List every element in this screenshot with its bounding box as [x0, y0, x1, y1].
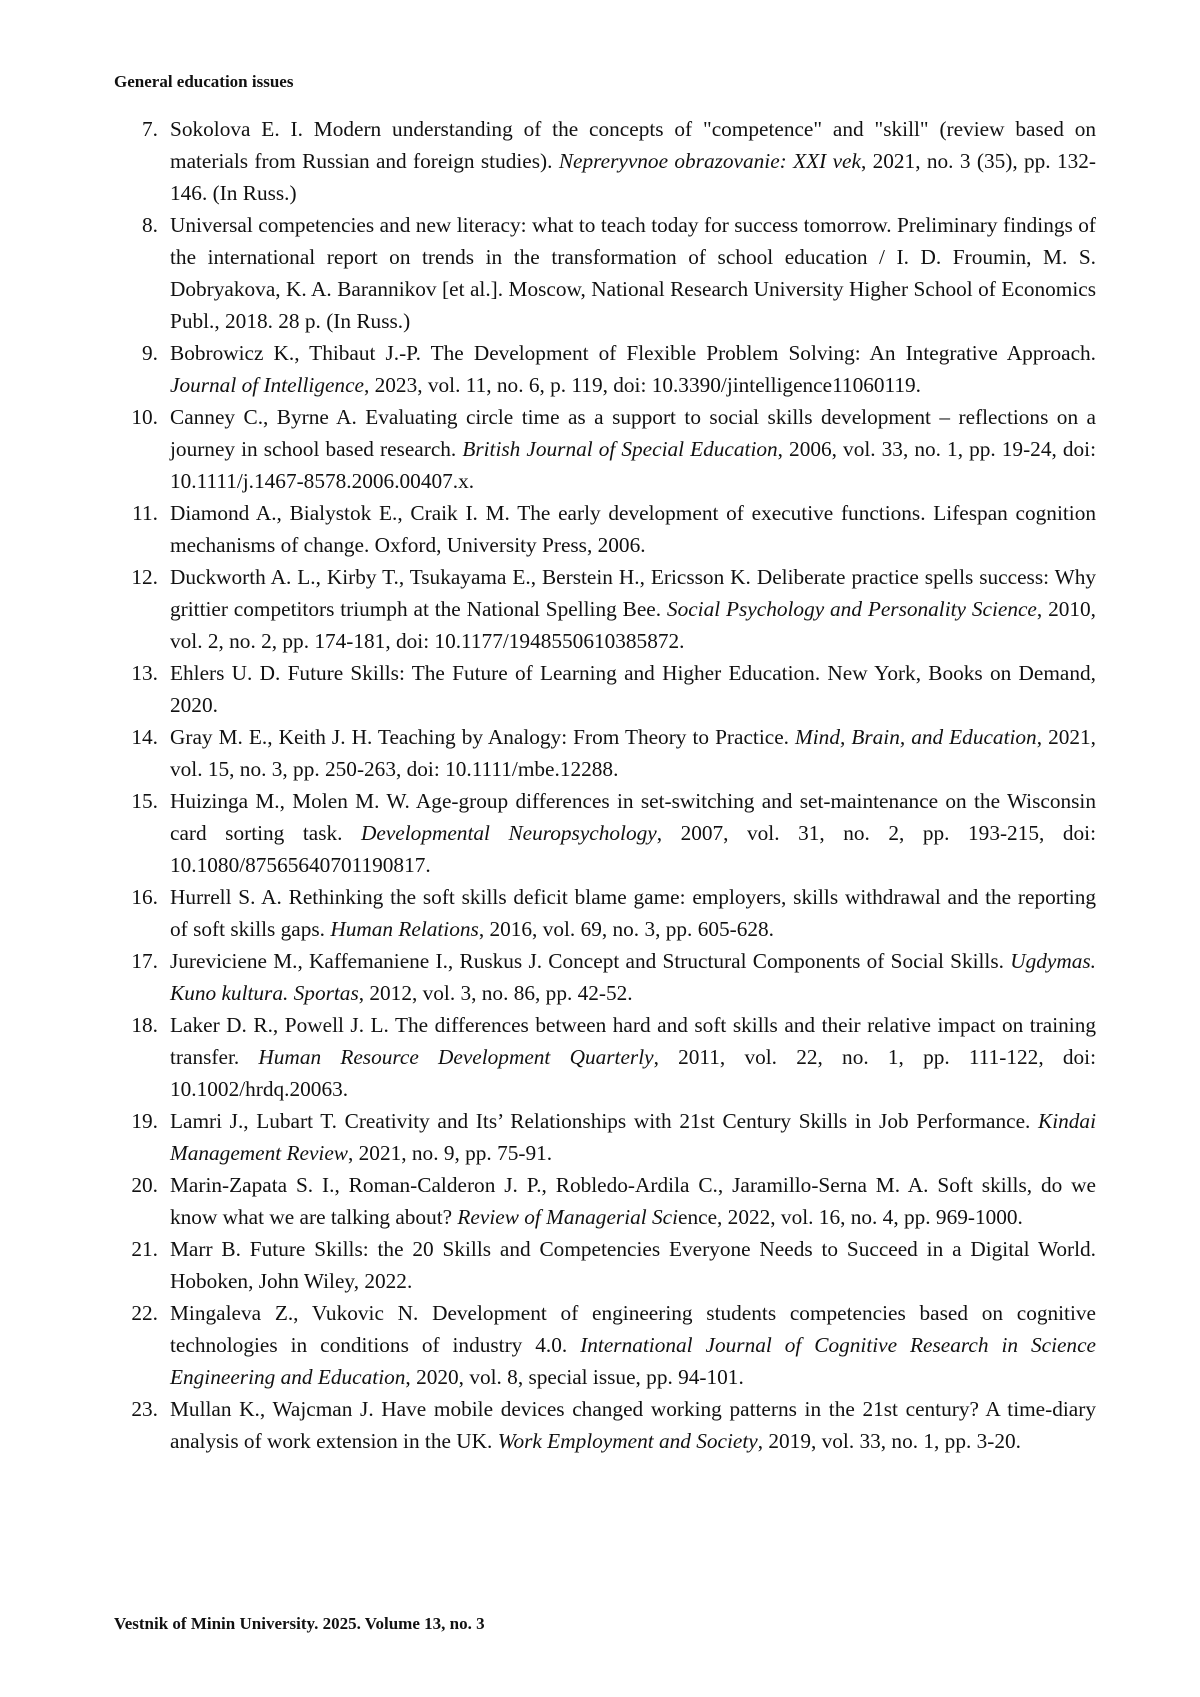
reference-details: , 2021, no. 9, pp. 75-91.: [348, 1141, 553, 1165]
reference-source-title: Work Employment and Society: [497, 1429, 758, 1453]
reference-number: 21.: [131, 1237, 158, 1261]
reference-number: 8.: [142, 213, 158, 237]
reference-text: [162, 561, 1096, 657]
reference-text: [162, 1297, 1096, 1393]
reference-body: Duckworth A. L., Kirby T., Tsukayama E., Berstein H., Ericsson K. Deliberate practice spells success: Why grittier competitors triumph at the National Spelling Bee.: [170, 565, 1096, 621]
reference-details: , 2016, vol. 69, no. 3, pp. 605-628.: [478, 917, 775, 941]
reference-body: Universal competencies and new literacy: what to teach today for success tomorrow. Preliminary findings of the international report on trends in the transformation of school education / I. D. Froumin, M. S. Dobryakova, K. A. Barannikov [et al.]. Moscow, National Research University Higher School of Economics Publ., 2018. 28 p. (In Russ.): [170, 213, 1096, 333]
reference-number: 17.: [131, 949, 158, 973]
reference-text: [162, 337, 1096, 401]
reference-text: [162, 497, 1096, 561]
reference-text: [162, 113, 1096, 209]
reference-details: , 2021, vol. 15, no. 3, pp. 250-263, doi: 10.1111/mbe.12288.: [170, 725, 1096, 781]
reference-source-title: Human Resource Development Quarterly: [258, 1045, 654, 1069]
reference-body: Marin-Zapata S. I., Roman-Calderon J. P., Robledo-Ardila C., Jaramillo-Serna M. A. Soft skills, do we know what we are talking about?: [170, 1173, 1096, 1229]
reference-source-title: Review of Managerial Sci: [457, 1205, 679, 1229]
reference-item: [114, 1393, 1096, 1457]
reference-text: [162, 1233, 1096, 1297]
reference-body: Sokolova E. I. Modern understanding of the concepts of "competence" and "skill" (review based on materials from Russian and foreign studies).: [170, 117, 1096, 173]
reference-source-title: Nepreryvnoe obrazovanie: XXI vek: [558, 149, 861, 173]
reference-item: [114, 1233, 1096, 1297]
reference-number: 14.: [131, 725, 158, 749]
reference-body: Ehlers U. D. Future Skills: The Future of Learning and Higher Education. New York, Books on Demand, 2020.: [170, 661, 1096, 717]
reference-source-title: British Journal of Special Education: [462, 437, 778, 461]
reference-body: Laker D. R., Powell J. L. The differences between hard and soft skills and their relative impact on training transfer.: [170, 1013, 1096, 1069]
reference-item: [114, 401, 1096, 497]
reference-number: 11.: [132, 501, 158, 525]
reference-item: [114, 561, 1096, 657]
reference-body: Bobrowicz K., Thibaut J.-P. The Development of Flexible Problem Solving: An Integrative Approach.: [170, 341, 1096, 365]
reference-body: Canney C., Byrne A. Evaluating circle time as a support to social skills development – reflections on a journey in school based research.: [170, 405, 1096, 461]
reference-number: 13.: [131, 661, 158, 685]
reference-text: [162, 209, 1096, 337]
reference-source-title: International Journal of Cognitive Research in Science Engineering and Education: [170, 1333, 1096, 1389]
reference-source-title: Social Psychology and Personality Science: [666, 597, 1037, 621]
reference-source-title: Ugdymas. Kuno kultura. Sportas: [170, 949, 1096, 1005]
reference-number: 20.: [131, 1173, 158, 1197]
reference-source-title: Human Relations: [330, 917, 479, 941]
reference-details: , 2010, vol. 2, no. 2, pp. 174-181, doi: 10.1177/1948550610385872.: [170, 597, 1096, 653]
reference-number: 12.: [131, 565, 158, 589]
reference-details: ence, 2022, vol. 16, no. 4, pp. 969-1000.: [678, 1205, 1023, 1229]
reference-item: [114, 881, 1096, 945]
reference-source-title: Journal of Intelligence: [170, 373, 364, 397]
reference-text: [162, 657, 1096, 721]
reference-text: [162, 1009, 1096, 1105]
running-footer: Vestnik of Minin University. 2025. Volume 13, no. 3: [114, 1614, 485, 1633]
reference-body: Marr B. Future Skills: the 20 Skills and Competencies Everyone Needs to Succeed in a Digital World. Hoboken, John Wiley, 2022.: [170, 1237, 1096, 1293]
reference-text: [162, 721, 1096, 785]
reference-text: [162, 1169, 1096, 1233]
reference-item: [114, 497, 1096, 561]
reference-text: [162, 945, 1096, 1009]
reference-body: Huizinga M., Molen M. W. Age-group differences in set-switching and set-maintenance on the Wisconsin card sorting task.: [170, 789, 1096, 845]
reference-item: [114, 337, 1096, 401]
reference-body: Lamri J., Lubart T. Creativity and Its’ Relationships with 21st Century Skills in Job Performance.: [170, 1109, 1039, 1133]
reference-text: [162, 881, 1096, 945]
reference-number: 18.: [131, 1013, 158, 1037]
reference-number: 9.: [142, 341, 158, 365]
reference-item: [114, 1105, 1096, 1169]
reference-source-title: Mind, Brain, and Education: [795, 725, 1037, 749]
reference-body: Hurrell S. A. Rethinking the soft skills deficit blame game: employers, skills withdrawal and the reporting of soft skills gaps.: [170, 885, 1096, 941]
reference-details: , 2012, vol. 3, no. 86, pp. 42-52.: [358, 981, 633, 1005]
reference-details: , 2011, vol. 22, no. 1, pp. 111-122, doi: 10.1002/hrdq.20063.: [170, 1045, 1096, 1101]
reference-details: , 2021, no. 3 (35), pp. 132-146. (In Russ.): [170, 149, 1097, 205]
reference-item: [114, 945, 1096, 1009]
reference-number: 23.: [131, 1397, 158, 1421]
reference-number: 7.: [142, 117, 158, 141]
reference-details: , 2007, vol. 31, no. 2, pp. 193-215, doi: 10.1080/87565640701190817.: [170, 821, 1096, 877]
reference-number: 19.: [131, 1109, 158, 1133]
reference-body: Jureviciene M., Kaffemaniene I., Ruskus J. Concept and Structural Components of Social Skills.: [170, 949, 1011, 973]
reference-details: , 2019, vol. 33, no. 1, pp. 3-20.: [757, 1429, 1021, 1453]
reference-body: Diamond A., Bialystok E., Craik I. M. The early development of executive functions. Lifespan cognition mechanisms of change. Oxford, University Press, 2006.: [170, 501, 1096, 557]
reference-source-title: Kindai Management Review: [170, 1109, 1096, 1165]
reference-item: [114, 785, 1096, 881]
reference-details: , 2023, vol. 11, no. 6, p. 119, doi: 10.3390/jintelligence11060119.: [363, 373, 922, 397]
reference-item: [114, 209, 1096, 337]
reference-text: [162, 1393, 1096, 1457]
reference-body: Mullan K., Wajcman J. Have mobile devices changed working patterns in the 21st century? A time-diary analysis of work extension in the UK.: [170, 1397, 1096, 1453]
reference-text: [162, 1105, 1096, 1169]
reference-number: 10.: [131, 405, 158, 429]
reference-text: [162, 785, 1096, 881]
reference-item: [114, 657, 1096, 721]
reference-item: [114, 1009, 1096, 1105]
reference-item: [114, 721, 1096, 785]
reference-body: Mingaleva Z., Vukovic N. Development of engineering students competencies based on cognitive technologies in conditions of industry 4.0.: [170, 1301, 1096, 1357]
reference-number: 16.: [131, 885, 158, 909]
reference-source-title: Developmental Neuropsychology: [361, 821, 657, 845]
reference-item: [114, 1169, 1096, 1233]
reference-body: Gray M. E., Keith J. H. Teaching by Analogy: From Theory to Practice.: [170, 725, 796, 749]
reference-item: [114, 1297, 1096, 1393]
reference-item: [114, 113, 1096, 209]
reference-number: 15.: [131, 789, 158, 813]
reference-number: 22.: [131, 1301, 158, 1325]
running-header: General education issues: [114, 72, 294, 91]
reference-details: , 2020, vol. 8, special issue, pp. 94-101.: [405, 1365, 744, 1389]
reference-details: , 2006, vol. 33, no. 1, pp. 19-24, doi: 10.1111/j.1467-8578.2006.00407.x.: [170, 437, 1096, 493]
reference-list: [114, 113, 1096, 1457]
reference-text: [162, 401, 1096, 497]
